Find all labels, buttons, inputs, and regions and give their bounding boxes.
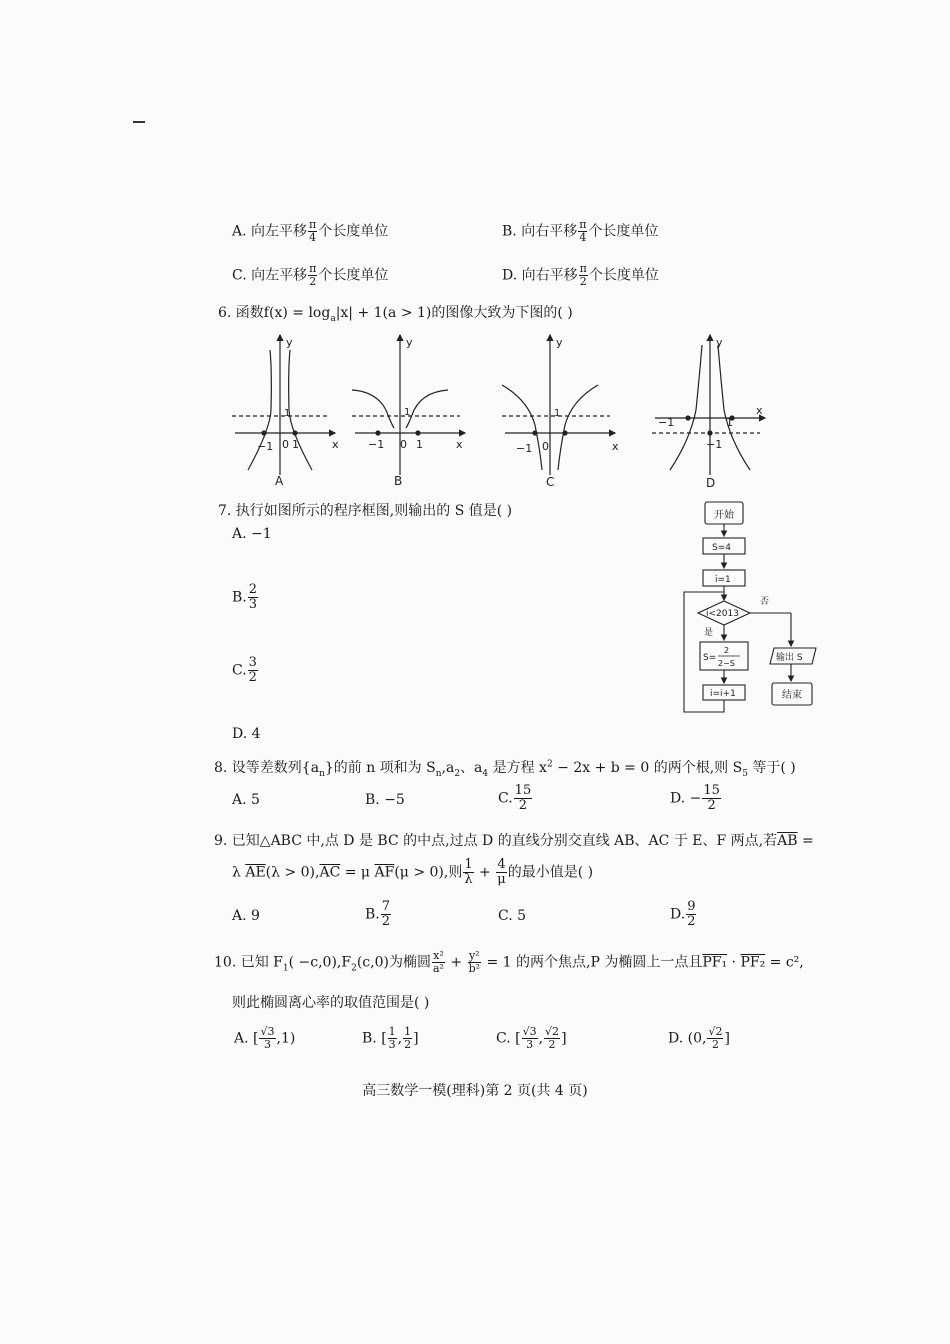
q7-option-c: C. $\frac{3}{2}$ <box>232 655 257 685</box>
option-text: 个长度单位 <box>588 223 659 240</box>
q8-option-b: B. −5 <box>365 792 405 808</box>
svg-text:−1: −1 <box>368 438 385 451</box>
q9-option-a: A. 9 <box>232 908 260 924</box>
q7-option-d: D. 4 <box>232 726 261 742</box>
svg-text:y: y <box>406 336 413 349</box>
svg-text:y: y <box>556 336 563 349</box>
q8-option-d: D. − $\frac{15}{2}$ <box>670 783 720 813</box>
svg-text:x: x <box>612 440 619 453</box>
svg-text:1: 1 <box>284 408 291 419</box>
svg-text:−1: −1 <box>257 440 274 453</box>
fraction: $\frac{\pi}{2}$ <box>309 262 317 288</box>
q5-option-d <box>502 263 659 288</box>
graph-label-a: A <box>275 474 284 488</box>
q9-stem-line1: 9. 已知△ABC 中,点 D 是 BC 的中点,过点 D 的直线分别交直线 AB、AC 于 E、F 两点,若$\overline{AB}$ = <box>214 833 814 849</box>
fraction: $\frac{\pi}{4}$ <box>309 218 317 244</box>
q10-option-b: B. [ $\frac{1}{3}$ , $\frac{1}{2}$ ] <box>362 1025 419 1051</box>
svg-text:1: 1 <box>554 408 561 419</box>
q10-option-c: C. [ $\frac{√3}{3}$ , $\frac{√2}{2}$ ] <box>496 1025 567 1051</box>
q8-option-a: A. 5 <box>232 792 260 808</box>
svg-text:i=1: i=1 <box>715 575 731 585</box>
page-footer: 高三数学一模(理科)第 2 页(共 4 页) <box>362 1083 588 1099</box>
q7-flowchart <box>678 498 828 720</box>
q7-option-b: B. $\frac{2}{3}$ <box>232 582 258 612</box>
svg-text:−1: −1 <box>706 438 723 451</box>
scan-mark <box>133 121 145 123</box>
q9-option-c: C. 5 <box>498 908 527 924</box>
svg-text:0: 0 <box>542 440 549 453</box>
option-text: 个长度单位 <box>318 267 389 284</box>
graph-a <box>232 335 335 475</box>
svg-text:是: 是 <box>704 628 714 638</box>
fraction: $\frac{\pi}{2}$ <box>579 262 587 288</box>
q9-option-d: D. $\frac{9}{2}$ <box>670 899 696 929</box>
axis-x-label: x <box>332 438 339 451</box>
svg-text:i=i+1: i=i+1 <box>710 689 736 699</box>
q6-graphs <box>220 330 780 490</box>
svg-text:开始: 开始 <box>714 510 734 521</box>
svg-text:2: 2 <box>724 646 730 655</box>
graph-b <box>352 335 465 475</box>
svg-text:1: 1 <box>416 438 423 451</box>
q10-stem-line1: 10. 已知 $F_1( -c,0),F_2(c,0)$为椭圆 $\frac{\text{x²}}{\text{a²}}$ + $\frac{\text{y²}}{\text{b²}}$ = 1 的两个焦点,P 为椭圆上一点且PF₁ · PF₂ = c², <box>214 949 804 975</box>
q8-option-c: C. $\frac{15}{2}$ <box>498 783 532 813</box>
svg-text:0: 0 <box>282 438 289 451</box>
svg-text:i<2013: i<2013 <box>706 609 739 619</box>
svg-text:结束: 结束 <box>782 690 802 701</box>
graph-label-c: C <box>546 475 555 489</box>
option-label: A. 向左平移 <box>232 223 308 240</box>
q9-stem-line2: λ $\overline{AE}(\lambda > 0),\overline{AC} = \mu$ $\overline{AF}(\mu > 0)$,则 $\frac{1}{\lambda}$ + $\frac{4}{\mu}$ 的最小值是( ) <box>232 857 594 887</box>
svg-text:1: 1 <box>404 407 411 418</box>
option-label: D. 向右平移 <box>502 267 578 284</box>
graph-label-d: D <box>706 476 716 490</box>
option-text: 个长度单位 <box>318 223 389 240</box>
option-text: 个长度单位 <box>588 267 659 284</box>
svg-text:输出 S: 输出 S <box>776 653 803 663</box>
svg-text:0: 0 <box>400 438 407 451</box>
option-label: C. 向左平移 <box>232 267 308 284</box>
svg-text:−1: −1 <box>516 442 533 455</box>
q9-option-b: B. $\frac{7}{2}$ <box>365 899 391 929</box>
q10-stem-line2: 则此椭圆离心率的取值范围是( ) <box>232 995 430 1011</box>
graph-label-b: B <box>394 474 403 488</box>
svg-text:S=4: S=4 <box>712 543 731 553</box>
q5-option-b <box>502 219 658 244</box>
q6-stem: 6. 函数$f(x) = \log_a|x| + 1(a > 1)$的图像大致为下图的( ) <box>218 305 573 324</box>
fraction: $\frac{\pi}{4}$ <box>579 218 587 244</box>
q5-option-c <box>232 263 388 288</box>
svg-text:x: x <box>756 404 763 417</box>
axis-y-label: y <box>286 336 293 349</box>
q8-stem: 8. 设等差数列$\{a_n\}$的前 n 项和为 $S_n,a_2$、$a_4$ 是方程 $x^2 - 2x + b = 0$ 的两个根,则 $S_5$ 等于( ) <box>214 759 796 779</box>
svg-text:2−S: 2−S <box>718 659 735 668</box>
q5-option-a <box>232 219 388 244</box>
svg-text:1: 1 <box>726 416 733 429</box>
q7-stem: 7. 执行如图所示的程序框图,则输出的 S 值是( ) <box>218 503 513 519</box>
q7-option-a: A. −1 <box>232 526 272 542</box>
svg-text:−1: −1 <box>658 416 675 429</box>
svg-text:x: x <box>456 438 463 451</box>
svg-text:S=: S= <box>703 653 717 663</box>
graph-d <box>652 335 765 475</box>
svg-text:y: y <box>716 336 723 349</box>
q10-option-a: A. [ $\frac{√3}{3}$ ,1) <box>234 1025 296 1051</box>
q10-option-d: D. (0, $\frac{√2}{2}$ ] <box>668 1025 730 1051</box>
svg-text:否: 否 <box>760 597 770 607</box>
svg-text:1: 1 <box>292 438 299 451</box>
option-label: B. 向右平移 <box>502 223 578 240</box>
